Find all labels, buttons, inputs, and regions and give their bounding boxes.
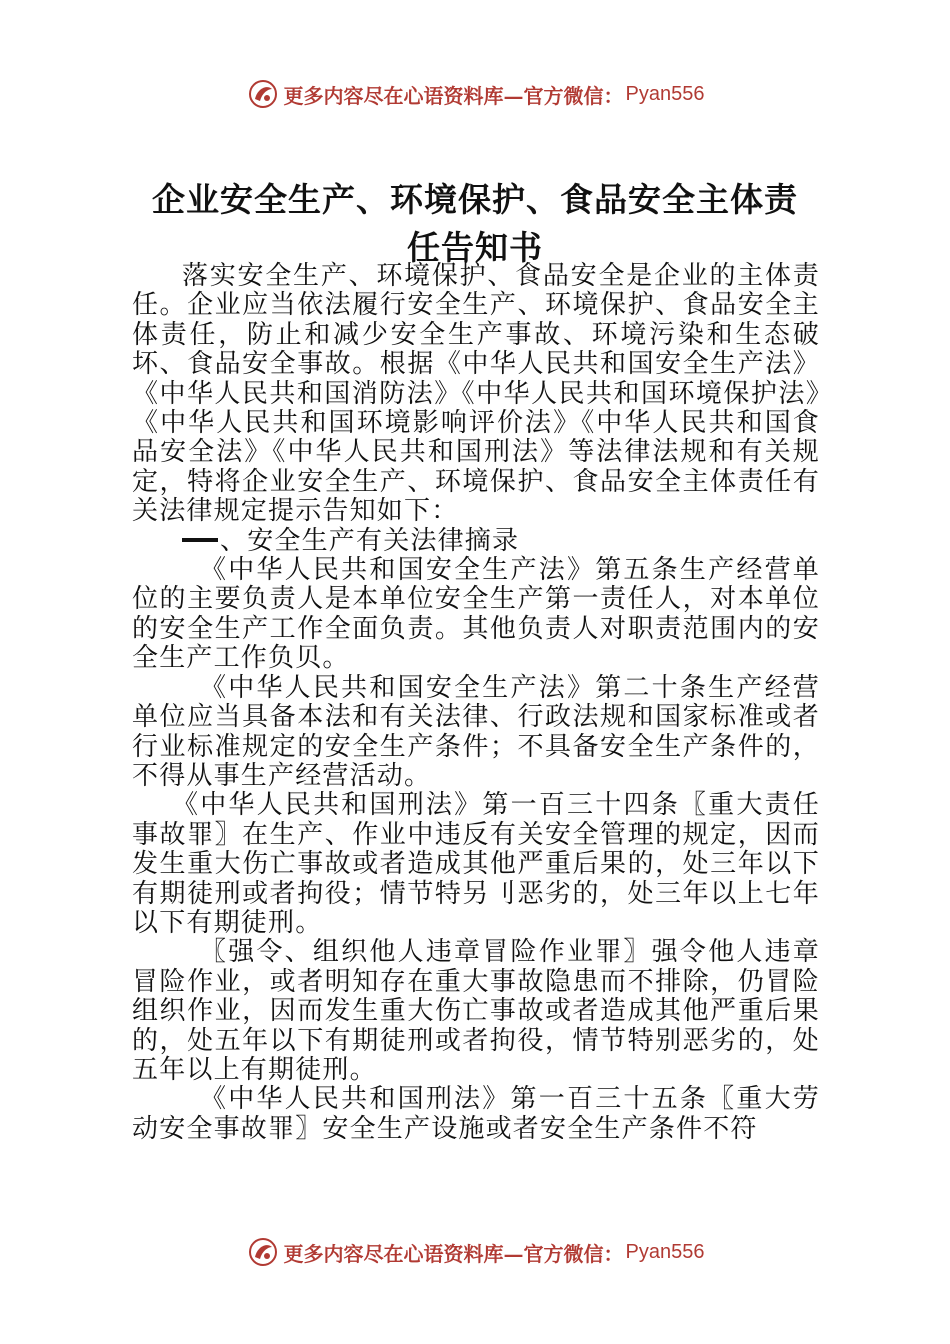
seal-logo-icon: [246, 77, 280, 111]
title-line-2: 任告知书: [407, 228, 543, 267]
watermark-text: 更多内容尽在心语资料库—官方微信：: [283, 1241, 624, 1266]
section-heading-text: 、安全生产有关法律摘录: [220, 525, 520, 556]
watermark-wechat-id: Pyan556: [625, 1240, 705, 1263]
watermark-footer: [0, 1232, 950, 1272]
intro-paragraph: 落实安全生产、环境保护、食品安全是企业的主体责任。企业应当依法履行安全生产、环境保护、食品安全主体责任，防止和减少安全生产事故、环境污染和生态破坏、食品安全事故。根据《中华人民共和国安全生产法》《中华人民共和国消防法》《中华人民共和国环境保护法》《中华人民共和国环境影响评价法》《中华人民共和国食品安全法》《中华人民共和国刑法》等法律法规和有关规定，特将企业安全生产、环境保护、食品安全主体责任有关法律规定提示告知如下：: [132, 261, 820, 527]
section-number-dash: [182, 538, 218, 542]
article-paragraph: 〖强令、组织他人违章冒险作业罪〗强令他人违章冒险作业，或者明知存在重大事故隐患而不排除，仍冒险组织作业，因而发生重大伤亡事故或者造成其他严重后果的，处五年以下有期徒刑或者拘役，情节特别恶劣的，处五年以上有期徒刑。: [132, 937, 820, 1085]
article-paragraph: 《中华人民共和国安全生产法》第五条生产经营单位的主要负责人是本单位安全生产第一责任人，对本单位的安全生产工作全面负责。其他负责人对职责范围内的安全生产工作负贝。: [132, 555, 820, 674]
watermark-wechat-id: Pyan556: [625, 82, 705, 105]
section-heading: [132, 527, 820, 556]
watermark-text: 更多内容尽在心语资料库—官方微信：: [283, 83, 624, 108]
article-paragraph: 《中华人民共和国安全生产法》第二十条生产经营单位应当具备本法和有关法律、行政法规和国家标准或者行业标准规定的安全生产条件；不具备安全生产条件的，不得从事生产经营活动。: [132, 672, 820, 791]
document-title: [120, 176, 830, 272]
watermark-header: [0, 74, 950, 114]
article-paragraph: 《中华人民共和国刑法》第一百三十五条〖重大劳动安全事故罪〗安全生产设施或者安全生产条件不符: [132, 1084, 820, 1144]
seal-logo-icon: [246, 1235, 280, 1269]
article-paragraph: 《中华人民共和国刑法》第一百三十四条〖重大责任事故罪〗在生产、作业中违反有关安全管理的规定，因而发生重大伤亡事故或者造成其他严重后果的，处三年以下有期徒刑或者拘役；情节特另刂恶劣的，处三年以上七年以下有期徒刑。: [132, 790, 820, 938]
document-body: [132, 262, 820, 1144]
title-line-1: 企业安全生产、环境保护、食品安全主体责: [152, 180, 798, 219]
